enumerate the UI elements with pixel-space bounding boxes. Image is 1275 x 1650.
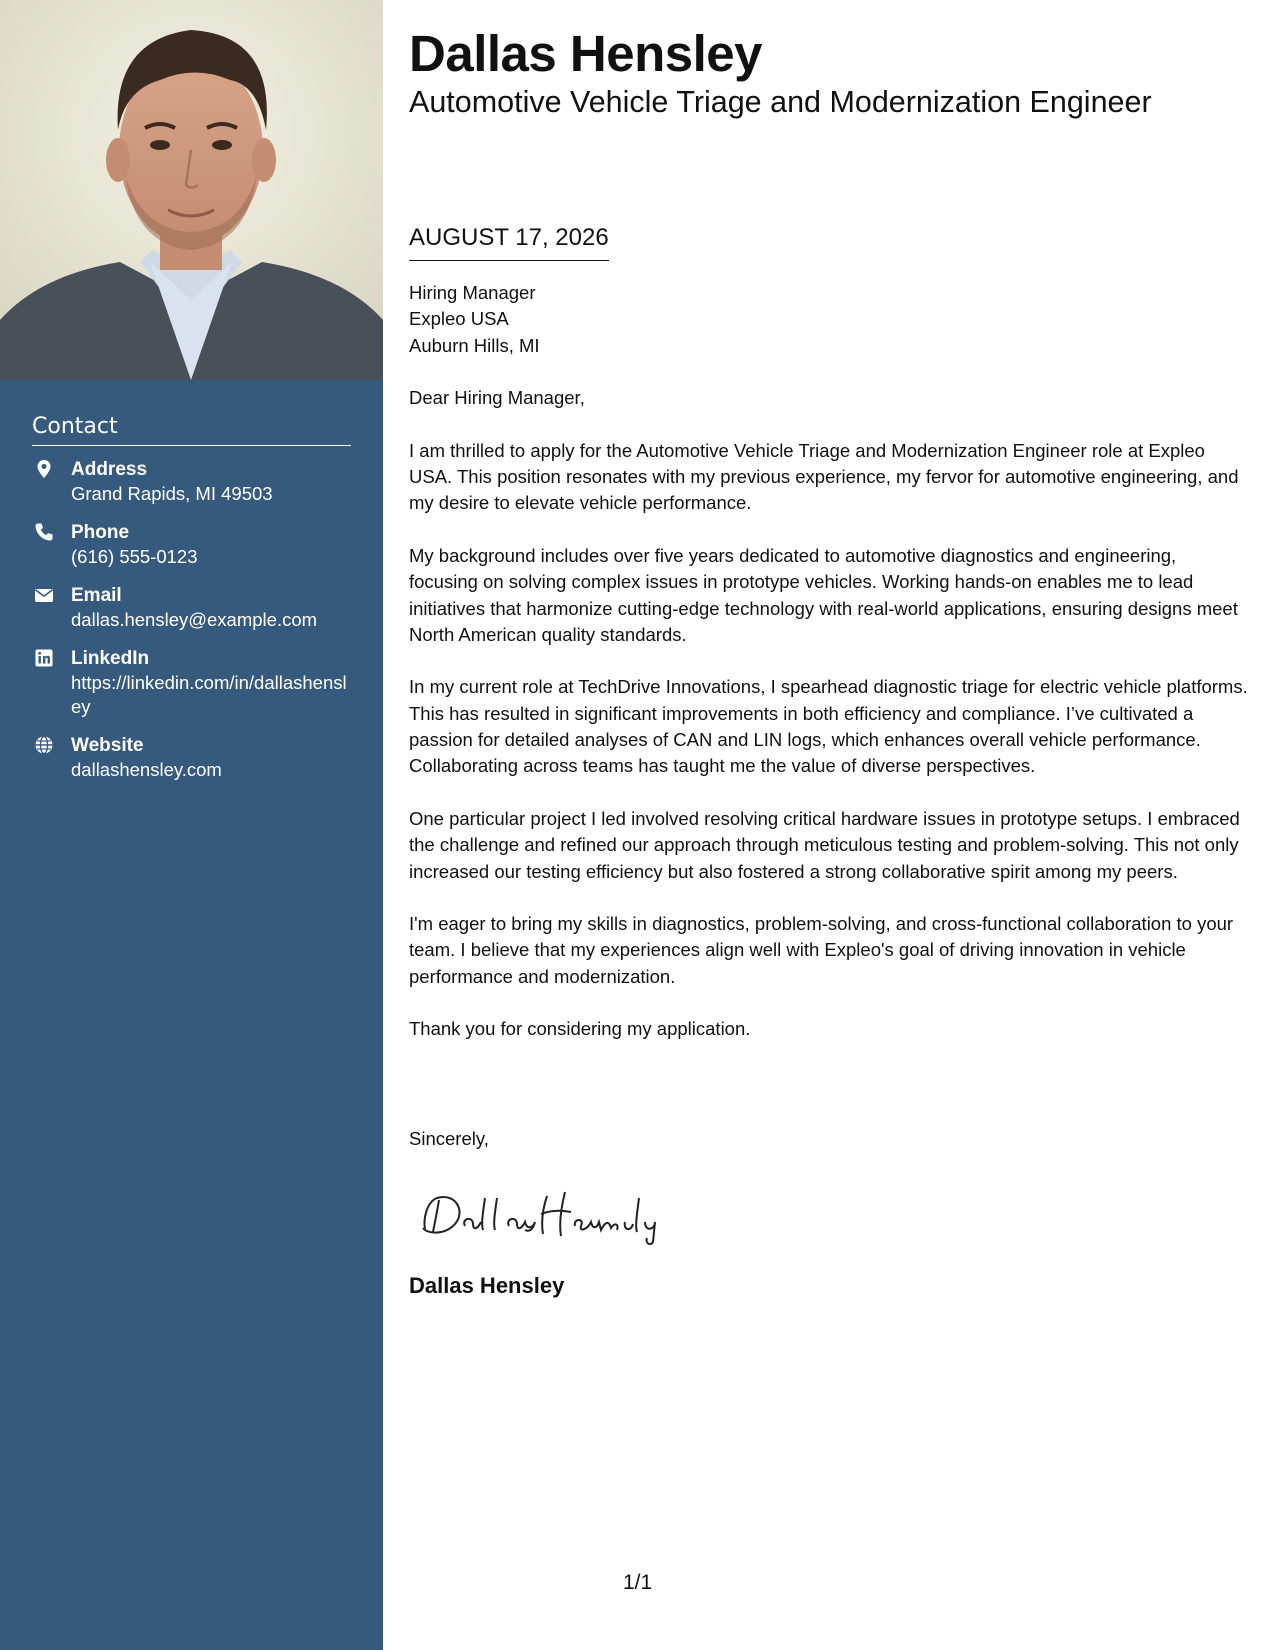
- letter-body: [409, 280, 1249, 1069]
- phone-value: (616) 555-0123: [71, 546, 198, 567]
- paragraph: One particular project I led involved resolving critical hardware issues in prototype setups. I embraced the challenge and refined our approach through meticulous testing and problem-solving. This not only increased our testing efficiency but also fostered a strong collaborative spirit among my peers.: [409, 807, 1240, 882]
- job-title: Automotive Vehicle Triage and Modernization Engineer: [409, 85, 1152, 119]
- applicant-name: Dallas Hensley: [409, 25, 763, 82]
- recipient-block: [409, 280, 1249, 359]
- envelope-icon: [34, 585, 54, 605]
- recipient-line: Expleo USA: [409, 308, 509, 330]
- linkedin-icon: [34, 648, 54, 668]
- contact-phone: [32, 521, 351, 569]
- contact-heading: Contact: [32, 413, 351, 446]
- letter-date: AUGUST 17, 2026: [409, 222, 609, 261]
- closing: Sincerely,: [409, 1128, 489, 1149]
- address-label: Address: [71, 459, 148, 480]
- globe-icon: [34, 735, 54, 755]
- contact-email: [32, 584, 351, 632]
- linkedin-value[interactable]: https://linkedin.com/in/dallashensley: [71, 672, 347, 717]
- paragraph: I am thrilled to apply for the Automotive Vehicle Triage and Modernization Engineer role at Expleo USA. This position resonates with my previous experience, my fervor for automotive engineering, and my desire to elevate vehicle performance.: [409, 439, 1239, 514]
- phone-icon: [34, 522, 54, 542]
- linkedin-label: LinkedIn: [71, 648, 150, 669]
- paragraph: In my current role at TechDrive Innovations, I spearhead diagnostic triage for electric vehicle platforms. This has resulted in significant improvements in both efficiency and compliance. I’ve cultivated a passion for detailed analyses of CAN and LIN logs, which enhances overall vehicle performance. Collaborating across teams has taught me the value of diverse perspectives.: [409, 676, 1248, 777]
- contact-linkedin: [32, 647, 351, 719]
- recipient-line: Hiring Manager: [409, 282, 536, 303]
- contact-website: [32, 734, 351, 782]
- website-value[interactable]: dallashensley.com: [71, 759, 222, 780]
- sidebar: [0, 0, 383, 1650]
- email-label: Email: [71, 585, 122, 606]
- page-indicator: 1/1: [623, 1571, 653, 1594]
- paragraph: My background includes over five years dedicated to automotive diagnostics and engineering, focusing on solving complex issues in prototype vehicles. Working hands-on enables me to lead initiatives that harmonize cutting-edge technology with real-world applications, ensuring designs meet North American quality standards.: [409, 544, 1238, 645]
- address-value: Grand Rapids, MI 49503: [71, 483, 273, 504]
- email-value[interactable]: dallas.hensley@example.com: [71, 609, 318, 630]
- profile-photo: [0, 0, 383, 380]
- contact-address: [32, 458, 351, 506]
- salutation: Dear Hiring Manager,: [409, 387, 585, 409]
- location-pin-icon: [34, 459, 54, 479]
- contact-section: [32, 413, 351, 797]
- recipient-line: Auburn Hills, MI: [409, 334, 540, 356]
- website-label: Website: [71, 735, 144, 756]
- paragraph: Thank you for considering my application.: [409, 1018, 751, 1040]
- paragraph: I'm eager to bring my skills in diagnostics, problem-solving, and cross-functional collaboration to your team. I believe that my experiences align well with Expleo's goal of driving innovation in vehicle performance and modernization.: [409, 913, 1234, 987]
- phone-label: Phone: [71, 522, 130, 543]
- signature-image: [409, 1178, 669, 1253]
- signed-name: Dallas Hensley: [409, 1273, 565, 1298]
